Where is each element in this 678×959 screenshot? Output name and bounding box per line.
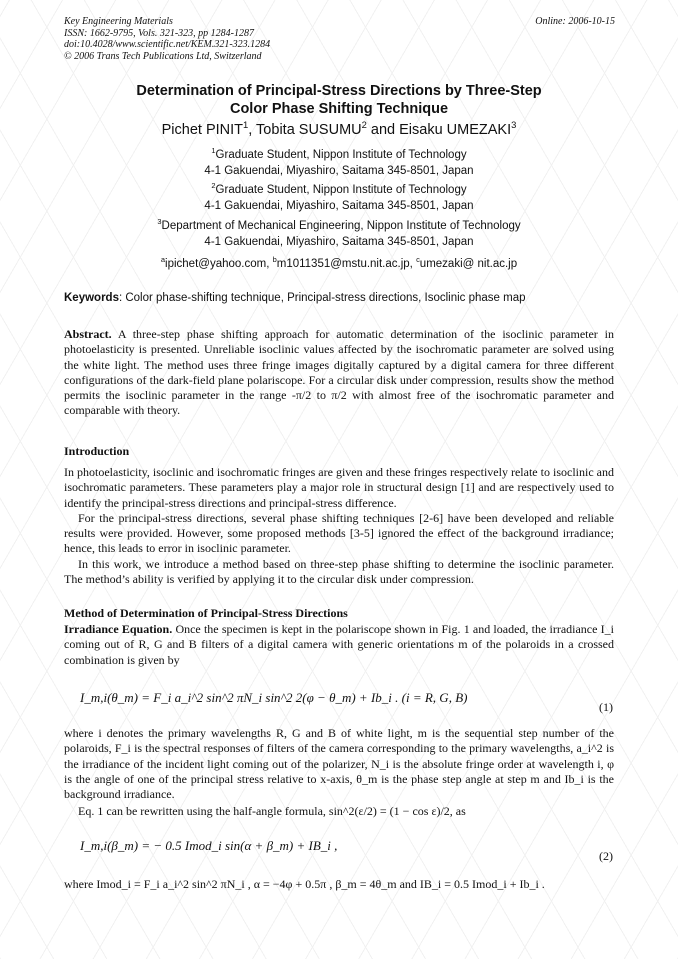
equation-definitions <box>64 877 614 892</box>
journal-metadata <box>64 16 270 62</box>
author-1-mark: 1 <box>243 119 249 131</box>
copyright-line: © 2006 Trans Tech Publications Ltd, Switzerland <box>64 50 262 62</box>
abstract-text: A three-step phase shifting approach for automatic determination of the isoclinic parameter in photoelasticity is presented. Unreliable isoclinic values affected by the isochromatic parameter are solved using the white light. The method uses three fringe images digitally captured by a digital camera for three different configurations of the dark-field plane polariscope. For a circular disk under compression, results show the method permits the isoclinic parameter in the range -π/2 to π/2 with almost free of the isochromatic parameter and comparable with theory. <box>64 327 614 418</box>
affiliation-3-line-2: 4-1 Gakuendai, Miyashiro, Saitama 345-8501, Japan <box>204 235 474 248</box>
title-line-2: Color Phase Shifting Technique <box>229 100 449 117</box>
email-a-mark: a <box>160 255 166 265</box>
affiliation-1-line-1: Graduate Student, Nippon Institute of Technology <box>215 149 467 161</box>
equation-1: I_m,i(θ_m) = F_i a_i^2 sin^2 πN_i sin^2 2(φ − θ_m) + Ib_i . (i = R, G, B) <box>80 690 468 705</box>
introduction-body <box>64 465 614 587</box>
equation-1-number: (1) <box>599 700 613 714</box>
affiliation-1 <box>64 148 614 179</box>
affiliation-2 <box>64 183 614 214</box>
online-date: Online: 2006-10-15 <box>535 16 615 27</box>
author-1: Pichet PINIT <box>161 122 244 138</box>
journal-name: Key Engineering Materials <box>64 16 173 27</box>
intro-paragraph-3: In this work, we introduce a method based on three-step phase shifting to determine the isoclinic parameter. The method’s ability is verified by applying it to the circular disk under compression. <box>64 556 614 587</box>
method-heading: Method of Determination of Principal-Stress Directions <box>64 606 348 620</box>
paper-title <box>64 83 614 118</box>
abstract <box>64 327 614 419</box>
email-c-mark: c <box>416 255 420 265</box>
equation-2-number: (2) <box>599 849 613 863</box>
email-list <box>64 257 614 273</box>
keywords-text: : Color phase-shifting technique, Principal-stress directions, Isoclinic phase map <box>118 292 526 304</box>
email-b[interactable]: m1011351@mstu.nit.ac.jp, <box>276 258 417 270</box>
affiliation-3-mark: 3 <box>157 217 162 227</box>
method-paragraph-3-text: Eq. 1 can be rewritten using the half-angle formula, sin^2(ε/2) = (1 − cos ε)/2, as <box>78 804 466 818</box>
irradiance-equation-label: Irradiance Equation. <box>64 622 173 636</box>
author-3-mark: 3 <box>511 119 517 131</box>
affiliation-1-mark: 1 <box>211 146 216 156</box>
keywords-label: Keywords <box>64 292 119 304</box>
introduction-heading: Introduction <box>64 444 130 458</box>
author-2-mark: 2 <box>361 119 367 131</box>
affiliation-1-line-2: 4-1 Gakuendai, Miyashiro, Saitama 345-8501, Japan <box>204 164 474 177</box>
keywords <box>64 292 624 304</box>
affiliation-3-line-1: Department of Mechanical Engineering, Nippon Institute of Technology <box>161 220 521 232</box>
doi-line: doi:10.4028/www.scientific.net/KEM.321-323.1284 <box>64 39 271 50</box>
equation-definitions-text: where Imod_i = F_i a_i^2 sin^2 πN_i , α = −4φ + 0.5π , β_m = 4θ_m and IB_i = 0.5 Imod_i + Ib_i . <box>64 877 545 891</box>
method-paragraph-2-text: where i denotes the primary wavelengths R, G and B of white light, m is the sequential step number of the polaroids, F_i is the spectral responses of filters of the camera corresponding to the primary wavelengths, a_i^2 is the irradiance of the incident light coming out of the polarizer, N_i is the absolute fringe order at wavelength i, φ is the angle of one of the principal stress relative to x-axis, θ_m is the phase step angle at step m and Ib_i is the background irradiance. <box>64 726 614 802</box>
email-b-mark: b <box>272 255 277 265</box>
email-c[interactable]: umezaki@ nit.ac.jp <box>419 258 518 270</box>
author-list <box>64 119 614 138</box>
abstract-label: Abstract. <box>64 327 112 341</box>
affiliation-2-mark: 2 <box>211 181 216 191</box>
method-paragraph-1 <box>64 622 614 668</box>
affiliation-2-line-2: 4-1 Gakuendai, Miyashiro, Saitama 345-8501, Japan <box>204 199 474 212</box>
author-2: , Tobita SUSUMU <box>248 122 362 138</box>
intro-paragraph-2: For the principal-stress directions, several phase shifting techniques [2-6] have been developed and reliable results were provided. However, some proposed methods [3-5] ignored the effect of the background irradiance; hence, this leads to error in isoclinic parameter. <box>64 510 614 556</box>
affiliation-2-line-1: Graduate Student, Nippon Institute of Technology <box>215 184 467 196</box>
equation-2: I_m,i(β_m) = − 0.5 Imod_i sin(α + β_m) + IB_i , <box>80 838 338 853</box>
intro-paragraph-1: In photoelasticity, isoclinic and isochromatic fringes are given and these fringes respectively relate to isoclinic and isochromatic parameters. These parameters play a major role in structural design [1] and are respectively used to identify the principal-stress directions and principal-stress difference. <box>64 465 614 510</box>
email-a[interactable]: ipichet@yahoo.com, <box>165 258 273 270</box>
author-3: and Eisaku UMEZAKI <box>366 122 512 138</box>
method-paragraph-2 <box>64 726 614 802</box>
affiliation-3 <box>64 219 614 250</box>
method-paragraph-1-text: Once the specimen is kept in the polariscope shown in Fig. 1 and loaded, the irradiance I_i coming out of R, G and B filters of a digital camera with generic orientations m of the polaroids in a crossed combination is given by <box>64 622 615 667</box>
title-line-1: Determination of Principal-Stress Directions by Three-Step <box>136 83 542 99</box>
issn-line: ISSN: 1662-9795, Vols. 321-323, pp 1284-1287 <box>64 27 254 39</box>
method-paragraph-3 <box>64 804 614 819</box>
